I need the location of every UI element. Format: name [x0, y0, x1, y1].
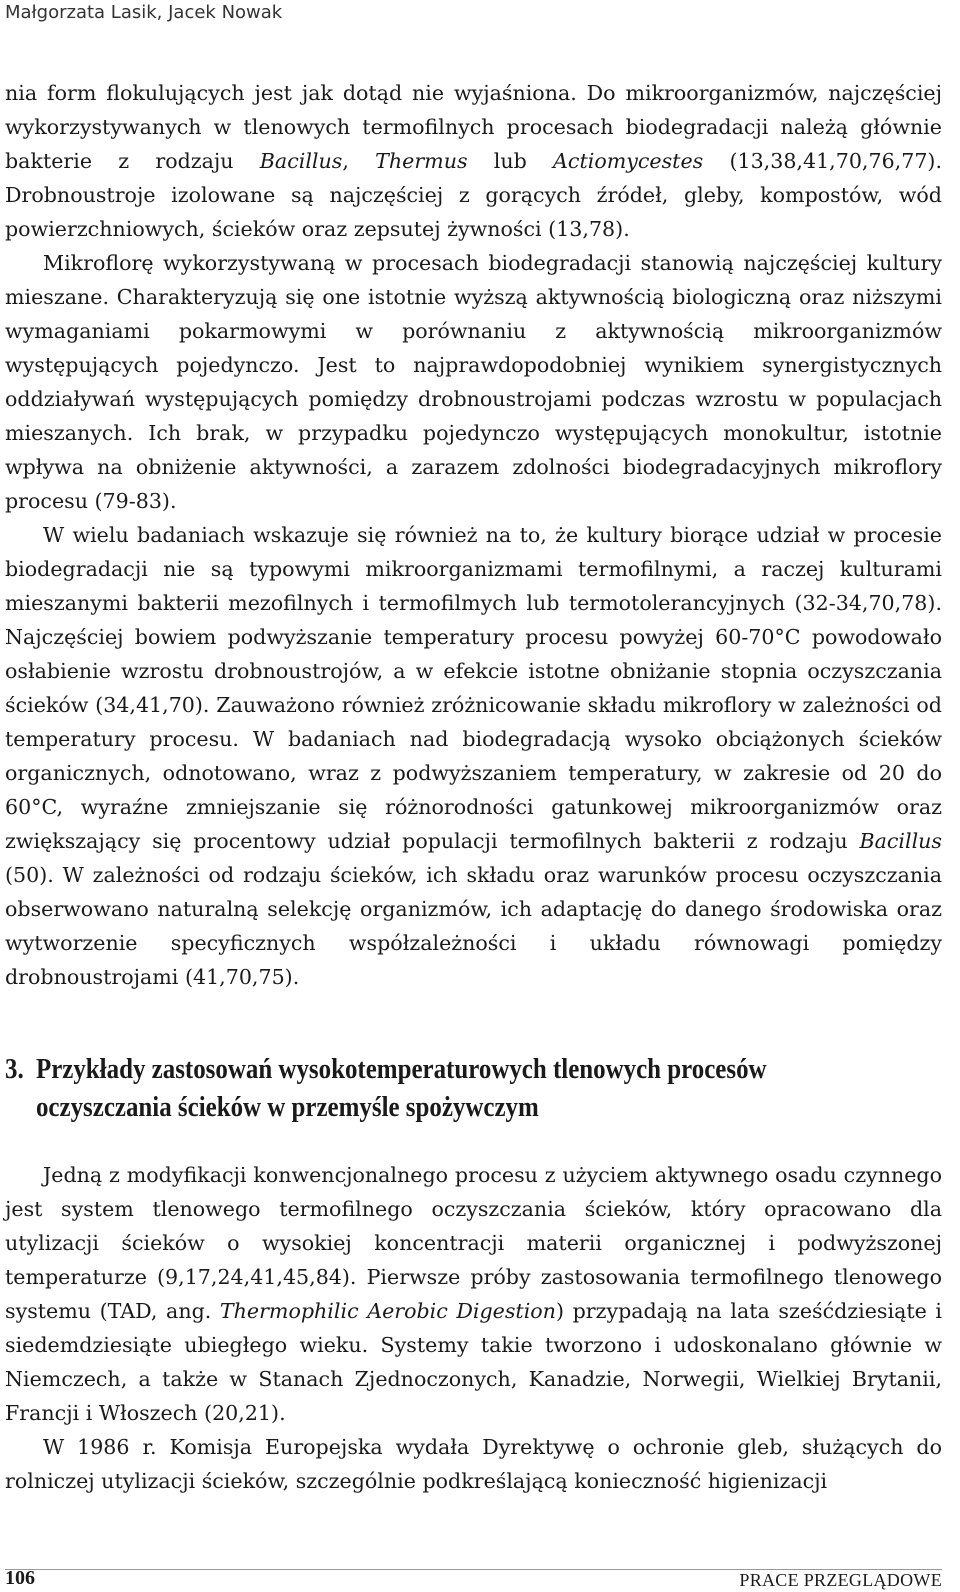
section-title-line2: oczyszczania ścieków w przemyśle spożywczym — [35, 1091, 539, 1123]
running-head-authors: Małgorzata Lasik, Jacek Nowak — [5, 2, 283, 23]
journal-section-label: PRACE PRZEGLĄDOWE — [739, 1570, 942, 1590]
section-title-line1: Przykłady zastosowań wysokotemperaturowych tlenowych procesów — [35, 1053, 767, 1085]
page-number: 106 — [5, 1567, 35, 1589]
section-heading — [5, 1050, 942, 1126]
paragraph: Mikroflorę wykorzystywaną w procesach biodegradacji stanowią najczęściej kultury mieszane. Charakteryzują się one istotnie wyższą aktywnością biologiczną oraz niższymi wymaganiami pokarmowymi w porównaniu z aktywnością mikroorganizmów występujących pojedynczo. Jest to najprawdopodobniej wynikiem synergistycznych oddziaływań występujących pomiędzy drobnoustrojami podczas wzrostu w populacjach mieszanych. Ich brak, w przypadku pojedynczo występujących monokultur, istotnie wpływa na obniżenie aktywności, a zarazem zdolności biodegradacyjnych mikroflory procesu (79-83). — [5, 251, 942, 513]
paragraph: W wielu badaniach wskazuje się również na to, że kultury biorące udział w procesie biodegradacji nie są typowymi mikroorganizmami termofilnymi, a raczej kulturami mieszanymi bakterii mezofilnych i termofilmych lub termotolerancyjnych (32-34,70,78). Najczęściej bowiem podwyższanie temperatury procesu powyżej 60-70°C powodowało osłabienie wzrostu drobnoustrojów, a w efekcie istotne obniżanie stopnia oczyszczania ścieków (34,41,70). Zauważono również zróżnicowanie składu mikroflory w zależności od temperatury procesu. W badaniach nad biodegradacją wysoko obciążonych ścieków organicznych, odnotowano, wraz z podwyższaniem temperatury, w zakresie od 20 do 60°C, wyraźne zmniejszanie się różnorodności gatunkowej mikroorganizmów oraz zwiększający się procentowy udział populacji termofilnych bakterii z rodzaju Bacillus (50). W zależności od rodzaju ścieków, ich składu oraz warunków procesu oczyszczania obserwowano naturalną selekcję organizmów, ich adaptację do danego środowiska oraz wytworzenie specyficznych współzależności i układu równowagi pomiędzy drobnoustrojami (41,70,75). — [5, 523, 942, 989]
paragraph: nia form flokulujących jest jak dotąd nie wyjaśniona. Do mikroorganizmów, najczęściej wykorzystywanych w tlenowych termofilnych procesach biodegradacji należą głównie bakterie z rodzaju Bacillus, Thermus lub Actiomycestes (13,38,41,70,76,77). Drobnoustroje izolowane są najczęściej z gorących źródeł, gleby, kompostów, wód powierzchniowych, ścieków oraz zepsutej żywności (13,78). — [5, 81, 943, 241]
body-text-section-3 — [5, 1158, 942, 1498]
paragraph: Jedną z modyfikacji konwencjonalnego procesu z użyciem aktywnego osadu czynnego jest system tlenowego termofilnego oczyszczania ścieków, który opracowano dla utylizacji ścieków o wysokiej koncentracji materii organicznej i podwyższonej temperaturze (9,17,24,41,45,84). Pierwsze próby zastosowania termofilnego tlenowego systemu (TAD, ang. Thermophilic Aerobic Digestion) przypadają na lata sześćdziesiąte i siedemdziesiąte ubiegłego wieku. Systemy takie tworzono i udoskonalano głównie w Niemczech, a także w Stanach Zjednoczonych, Kanadzie, Norwegii, Wielkiej Brytanii, Francji i Włoszech (20,21). — [5, 1163, 942, 1425]
section-number: 3. — [5, 1053, 24, 1085]
paragraph: W 1986 r. Komisja Europejska wydała Dyrektywę o ochronie gleb, służących do rolniczej utylizacji ścieków, szczególnie podkreślającą konieczność higienizacji — [5, 1435, 942, 1493]
body-text-section-2 — [5, 76, 942, 994]
